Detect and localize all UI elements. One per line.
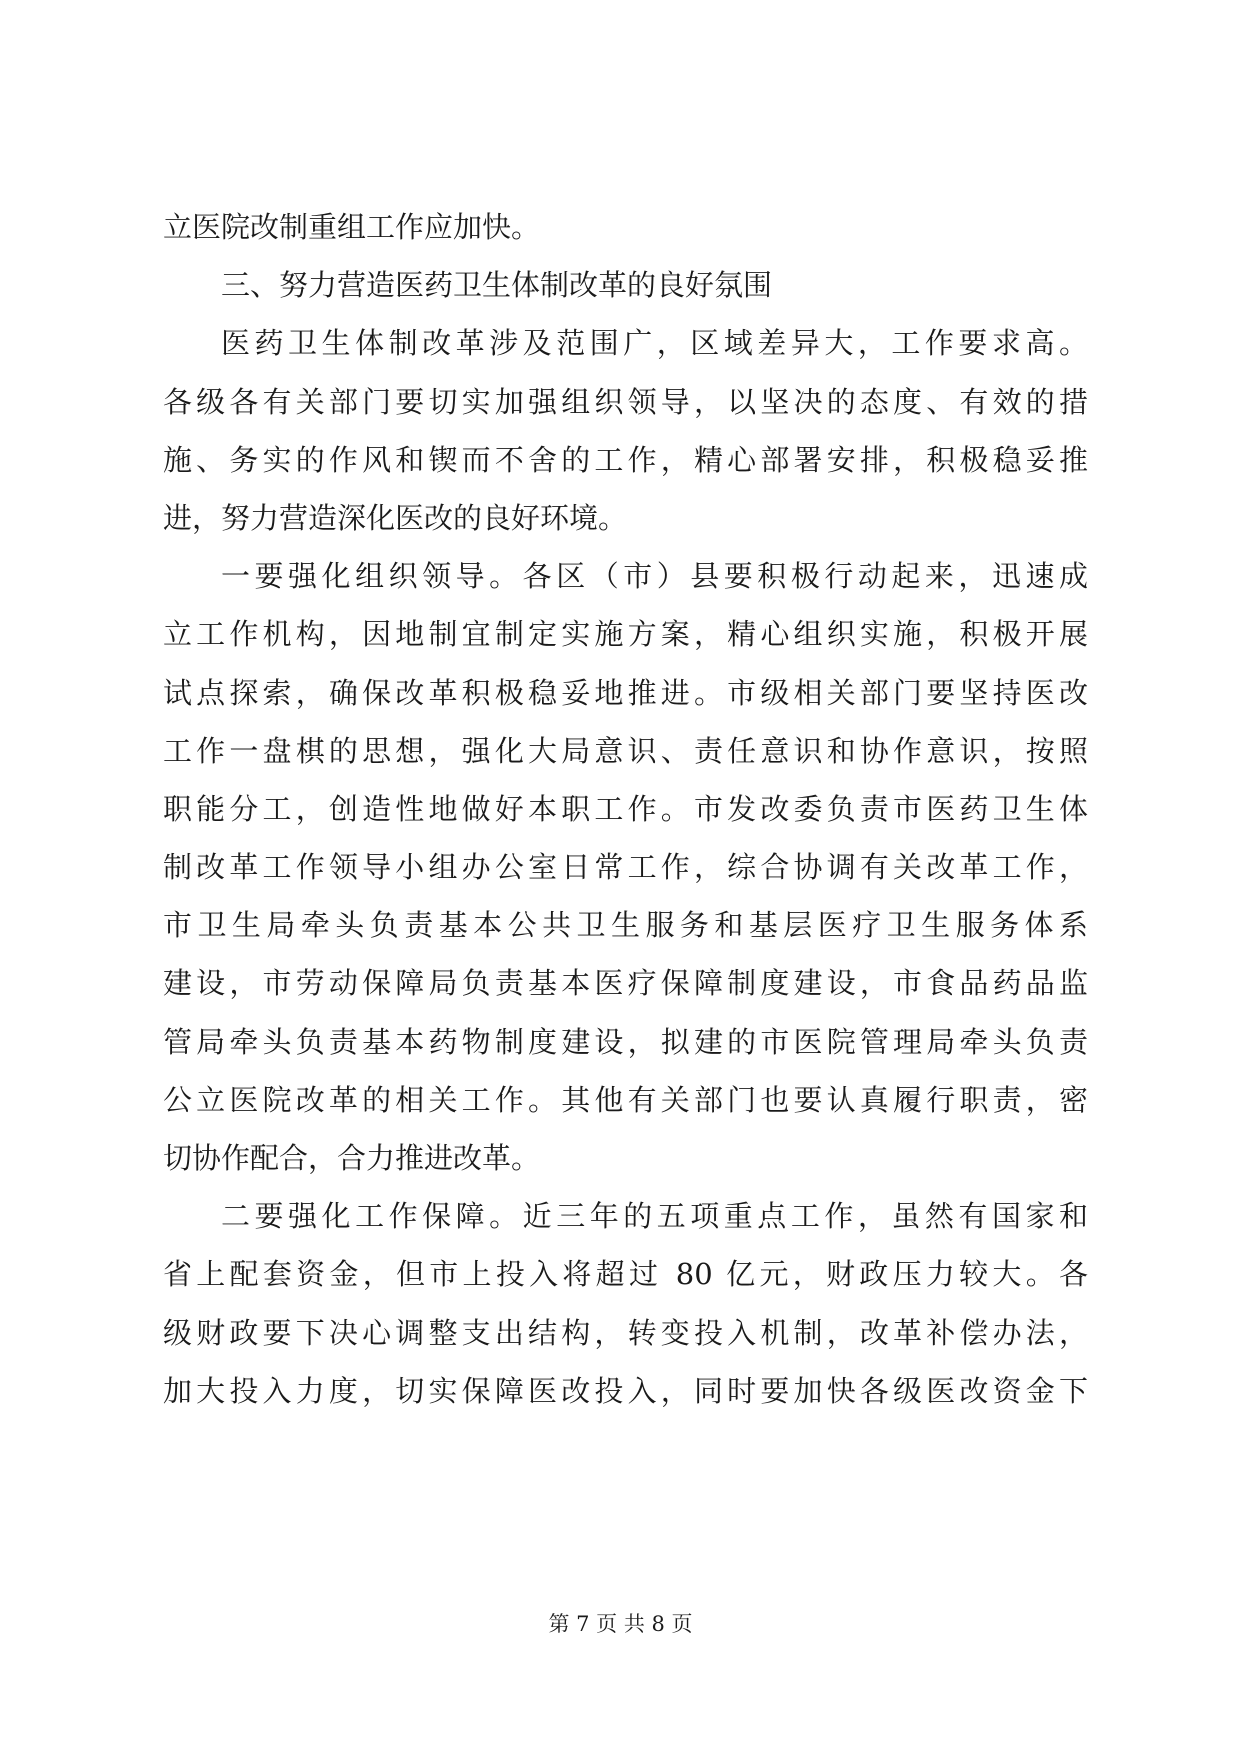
document-body bbox=[163, 198, 1088, 1420]
text-line: 加大投入力度，切实保障医改投入，同时要加快各级医改资金下 bbox=[163, 1373, 1088, 1408]
text-line: 医药卫生体制改革涉及范围广，区域差异大，工作要求高。 bbox=[221, 326, 1088, 361]
text-line: 二要强化工作保障。近三年的五项重点工作，虽然有国家和 bbox=[221, 1199, 1088, 1234]
text-line: 市卫生局牵头负责基本公共卫生服务和基层医疗卫生服务体系 bbox=[163, 908, 1088, 943]
text-line: 三、努力营造医药卫生体制改革的良好氛围 bbox=[221, 268, 773, 303]
text-line: 一要强化组织领导。各区（市）县要积极行动起来，迅速成 bbox=[221, 559, 1088, 594]
text-line: 立医院改制重组工作应加快。 bbox=[163, 210, 541, 244]
text-line: 职能分工，创造性地做好本职工作。市发改委负责市医药卫生体 bbox=[163, 791, 1088, 826]
text-line: 施、务实的作风和锲而不舍的工作，精心部署安排，积极稳妥推 bbox=[163, 442, 1088, 477]
text-line: 试点探索，确保改革积极稳妥地推进。市级相关部门要坚持医改 bbox=[163, 675, 1088, 710]
text-line: 制改革工作领导小组办公室日常工作，综合协调有关改革工作， bbox=[163, 850, 1088, 885]
text-line: 工作一盘棋的思想，强化大局意识、责任意识和协作意识，按照 bbox=[163, 733, 1088, 768]
page-footer: 第 7 页 共 8 页 bbox=[548, 1612, 693, 1636]
text-line: 省上配套资金，但市上投入将超过 80 亿元，财政压力较大。各 bbox=[163, 1257, 1088, 1292]
text-line: 管局牵头负责基本药物制度建设，拟建的市医院管理局牵头负责 bbox=[163, 1024, 1088, 1059]
text-line: 各级各有关部门要切实加强组织领导，以坚决的态度、有效的措 bbox=[163, 384, 1088, 419]
text-line: 进，努力营造深化医改的良好环境。 bbox=[163, 500, 628, 535]
text-line: 立工作机构，因地制宜制定实施方案，精心组织实施，积极开展 bbox=[163, 617, 1088, 652]
text-line: 级财政要下决心调整支出结构，转变投入机制，改革补偿办法， bbox=[163, 1315, 1088, 1350]
text-line: 切协作配合，合力推进改革。 bbox=[163, 1141, 541, 1175]
text-line: 公立医院改革的相关工作。其他有关部门也要认真履行职责，密 bbox=[163, 1082, 1088, 1117]
text-line: 建设，市劳动保障局负责基本医疗保障制度建设，市食品药品监 bbox=[163, 966, 1088, 1001]
